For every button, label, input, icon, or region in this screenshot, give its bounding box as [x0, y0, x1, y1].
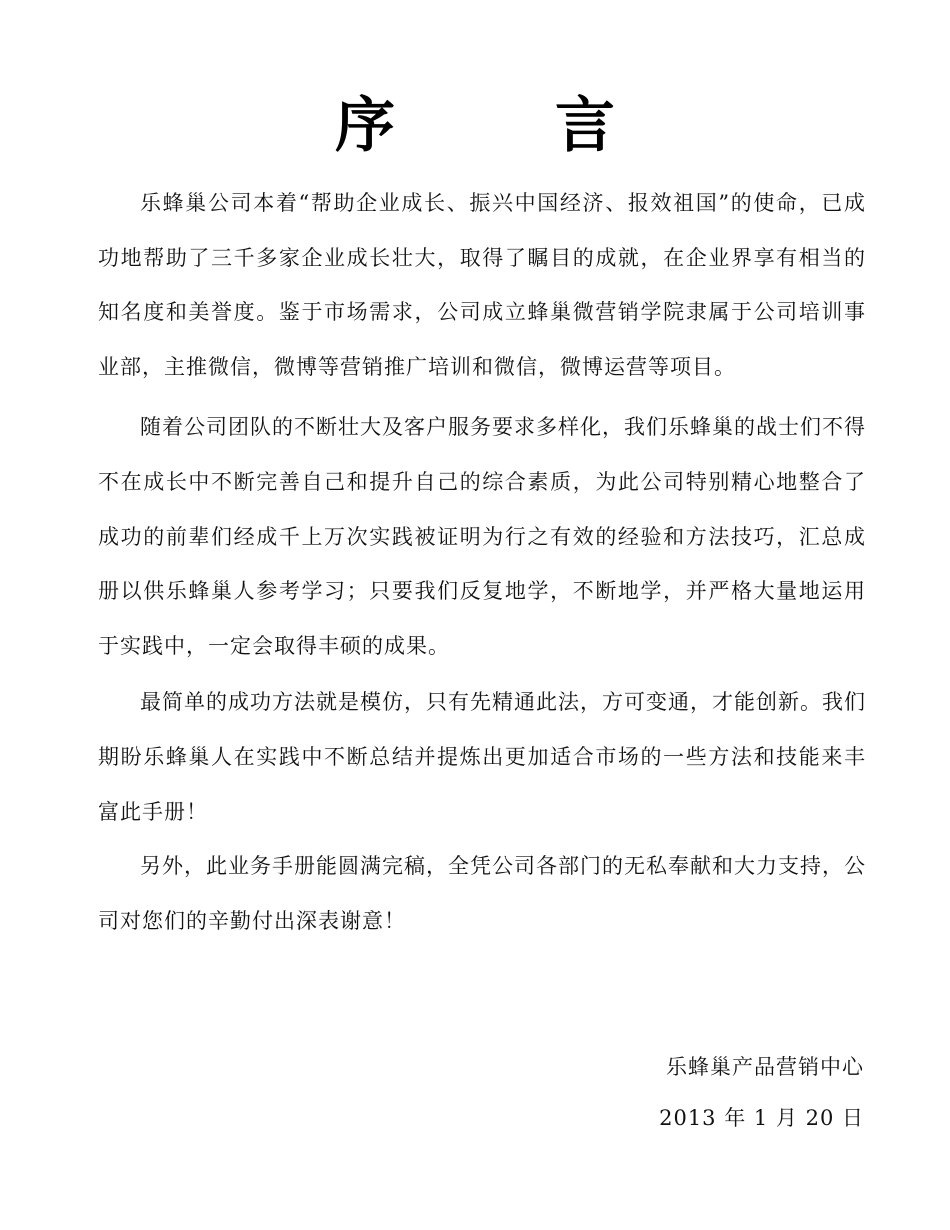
signature: 乐蜂巢产品营销中心 [666, 1055, 864, 1079]
paragraph-2: 随着公司团队的不断壮大及客户服务要求多样化，我们乐蜂巢的战士们不得不在成长中不断完善自己和提升自己的综合素质，为此公司特别精心地整合了成功的前辈们经成千上万次实践被证明为行之有效的经验和方法技巧，汇总成册以供乐蜂巢人参考学习；只要我们反复地学，不断地学，并严格大量地运用于实践中，一定会取得丰硕的成果。 [98, 415, 866, 658]
date: 2013 年 1 月 20 日 [659, 1106, 864, 1130]
paragraph-1: 乐蜂巢公司本着“帮助企业成长、振兴中国经济、报效祖国”的使命，已成功地帮助了三千多家企业成长壮大，取得了瞩目的成就，在企业界享有相当的知名度和美誉度。鉴于市场需求，公司成立蜂巢微营销学院隶属于公司培训事业部，主推微信，微博等营销推广培训和微信，微博运营等项目。 [98, 191, 866, 379]
paragraph-4: 另外，此业务手册能圆满完稿，全凭公司各部门的无私奉献和大力支持，公司对您们的辛勤付出深表谢意！ [98, 854, 866, 933]
preface-body [98, 176, 866, 948]
page-title: 序 言 [335, 91, 665, 161]
paragraph-3: 最简单的成功方法就是模仿，只有先精通此法，方可变通，才能创新。我们期盼乐蜂巢人在实践中不断总结并提炼出更加适合市场的一些方法和技能来丰富此手册！ [98, 690, 866, 824]
